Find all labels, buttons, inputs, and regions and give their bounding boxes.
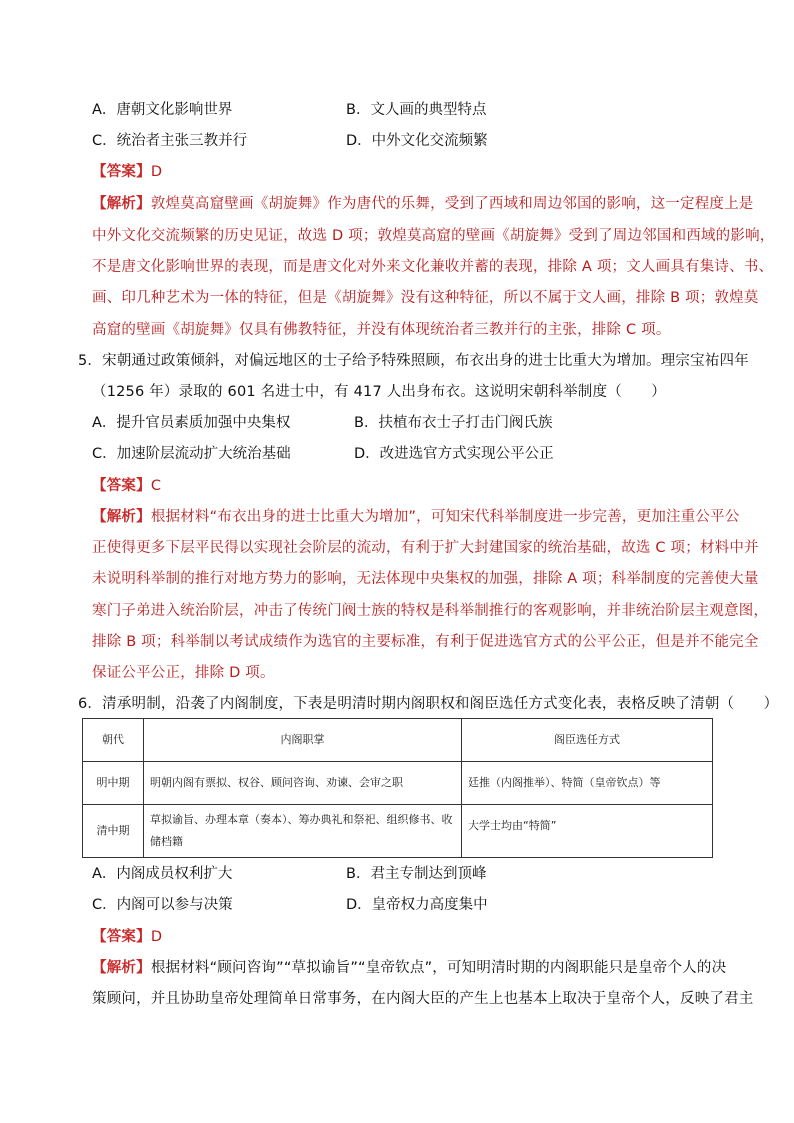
q5-analysis-tag: 【解析】 <box>92 509 151 525</box>
q4-analysis-line-4: 画、印几种艺术为一体的特征，但是《胡旋舞》没有这种特征，所以不属于文人画，排除 B 项；敦煌莫 <box>92 290 759 306</box>
q6-table <box>82 718 713 858</box>
q5-analysis-line-3: 未说明科举制的推行对地方势力的影响，无法体现中央集权的加强，排除 A 项；科举制度的完善使大量 <box>92 571 759 587</box>
table-cell: 明中期 <box>83 762 144 805</box>
q5-analysis-line-4: 寒门子弟进入统治阶层，冲击了传统门阀士族的特权是科举制推行的客观影响，并非统治阶层主观意图， <box>92 603 769 619</box>
q4-answer-value: D <box>150 164 163 180</box>
q4-analysis-line-2: 中外文化交流频繁的历史见证，故选 D 项；敦煌莫高窟的壁画《胡旋舞》受到了周边邻国和西域的影响， <box>92 228 775 244</box>
q5-stem-line-2: （1256 年）录取的 601 名进士中，有 417 人出身布衣。这说明宋朝科举制度（ ） <box>92 384 666 400</box>
q5-analysis-line-2: 正使得更多下层平民得以实现社会阶层的流动，有利于扩大封建国家的统治基础，故选 C 项；材料中并 <box>92 540 759 556</box>
table-cell: 明朝内阁有票拟、权谷、顾问咨询、劝谏、会审之职 <box>144 762 462 805</box>
table-header-cell: 朝代 <box>83 719 144 762</box>
q6-analysis-tag: 【解析】 <box>92 960 151 976</box>
q5-answer-value: C <box>150 478 162 494</box>
table-header-cell: 内阁职掌 <box>144 719 462 762</box>
q5-analysis-line-5: 排除 B 项；科举制以考试成绩作为选官的主要标准，有利于促进选官方式的公平公正，但是并不能完全 <box>92 634 759 650</box>
q4-analysis-line-5: 高窟的壁画《胡旋舞》仅具有佛教特征，并没有体现统治者三教并行的主张，排除 C 项。 <box>92 322 671 338</box>
q4-answer-tag: 【答案】 <box>92 164 151 180</box>
q4-option-d: D．中外文化交流频繁 <box>346 133 488 149</box>
q4-option-b: B．文人画的典型特点 <box>346 102 487 118</box>
q5-analysis-line-6: 保证公平公正，排除 D 项。 <box>92 665 275 681</box>
q5-answer <box>92 476 161 496</box>
q5-option-b: B．扶植布衣士子打击门阀氏族 <box>354 415 553 431</box>
table-cell: 廷推（内阁推举）、特简（皇帝钦点）等 <box>462 762 713 805</box>
q6-option-d: D．皇帝权力高度集中 <box>346 897 488 913</box>
q5-answer-tag: 【答案】 <box>92 478 151 494</box>
q5-analysis-text-1: 根据材料“布衣出身的进士比重大为增加”，可知宋代科举制度进一步完善，更加注重公平公 <box>150 509 740 525</box>
q6-option-b: B．君主专制达到顶峰 <box>346 866 487 882</box>
q4-analysis-tag: 【解析】 <box>92 196 151 212</box>
table-row <box>83 762 713 805</box>
q6-answer-value: D <box>150 929 163 945</box>
q4-analysis-text-1: 敦煌莫高窟壁画《胡旋舞》作为唐代的乐舞，受到了西域和周边邻国的影响，这一定程度上是 <box>150 196 754 212</box>
q5-stem-line-1: 5．宋朝通过政策倾斜，对偏远地区的士子给予特殊照顾，布衣出身的进士比重大为增加。理宗宝祐四年 <box>78 353 749 369</box>
q6-analysis-line-1 <box>92 958 726 978</box>
q6-stem: 6．清承明制，沿袭了内阁制度，下表是明清时期内阁职权和阁臣选任方式变化表，表格反映了清朝（ ） <box>78 696 779 712</box>
q5-analysis-line-1 <box>92 507 740 527</box>
q4-option-a: A．唐朝文化影响世界 <box>92 102 233 118</box>
q4-option-c: C．统治者主张三教并行 <box>92 133 248 149</box>
q6-analysis-text-1: 根据材料“顾问咨询”“草拟谕旨”“皇帝钦点”，可知明清时期的内阁职能只是皇帝个人的决 <box>150 960 727 976</box>
table-cell: 大学士均由“特简” <box>462 805 713 858</box>
q5-option-a: A．提升官员素质加强中央集权 <box>92 415 291 431</box>
table-row <box>83 805 713 858</box>
q6-option-c: C．内阁可以参与决策 <box>92 897 233 913</box>
table-header-cell: 阁臣选任方式 <box>462 719 713 762</box>
q5-option-d: D．改进选官方式实现公平公正 <box>354 446 554 462</box>
q6-analysis-line-2: 策顾问，并且协助皇帝处理简单日常事务，在内阁大臣的产生上也基本上取决于皇帝个人，反映了君主 <box>92 991 754 1007</box>
q6-answer <box>92 927 162 947</box>
table-cell: 清中期 <box>83 805 144 858</box>
q4-answer <box>92 162 162 182</box>
q6-answer-tag: 【答案】 <box>92 929 151 945</box>
table-header-row <box>83 719 713 762</box>
q6-option-a: A．内阁成员权利扩大 <box>92 866 233 882</box>
q4-analysis-line-1 <box>92 194 754 214</box>
q4-analysis-line-3: 不是唐文化影响世界的表现，而是唐文化对外来文化兼收并蓄的表现，排除 A 项；文人画具有集诗、书、 <box>92 259 774 275</box>
q5-option-c: C．加速阶层流动扩大统治基础 <box>92 446 291 462</box>
table-cell: 草拟谕旨、办理本章（奏本）、筹办典礼和祭祀、组织修书、收储档籍 <box>144 805 462 858</box>
